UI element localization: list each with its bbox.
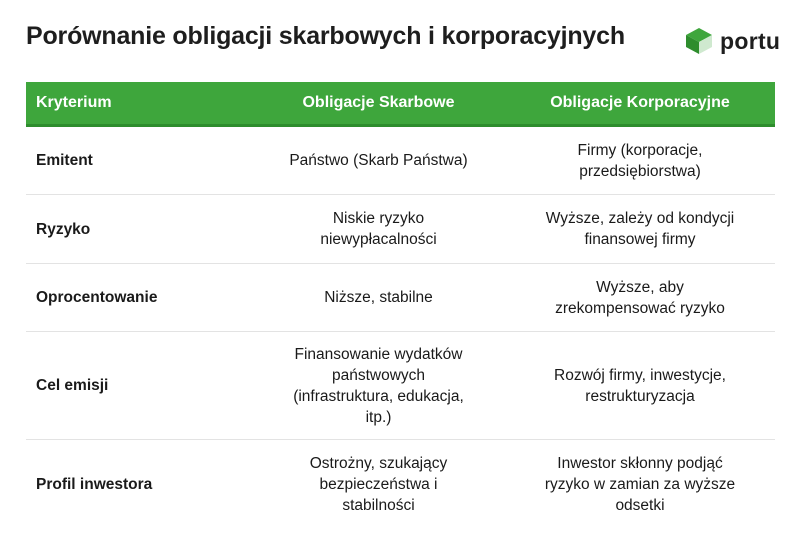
row-corporate-value: Rozwój firmy, inwestycje, restrukturyzacja [505, 332, 775, 440]
row-corporate-value: Firmy (korporacje, przedsiębiorstwa) [505, 126, 775, 195]
row-criterion: Cel emisji [26, 332, 252, 440]
row-treasury-value: Niskie ryzyko niewypłacalności [252, 195, 505, 264]
table-row [26, 332, 775, 440]
row-treasury-value: Państwo (Skarb Państwa) [252, 126, 505, 195]
row-corporate-value: Inwestor skłonny podjąć ryzyko w zamian za wyższe odsetki [544, 455, 736, 514]
portu-cube-icon [684, 26, 714, 56]
row-treasury-value: Finansowanie wydatków państwowych (infrastruktura, edukacja, itp.) [252, 332, 505, 440]
table-header-row [26, 82, 775, 126]
comparison-table [26, 82, 775, 529]
logo-text: portu [720, 27, 781, 54]
row-criterion: Emitent [26, 126, 252, 195]
row-treasury-value: Ostrożny, szukający bezpieczeństwa i stabilności [309, 455, 448, 514]
table-row [26, 440, 775, 530]
header-corporate-bonds: Obligacje Korporacyjne [505, 82, 775, 126]
row-treasury-value: Niższe, stabilne [252, 264, 505, 332]
page-title: Porównanie obligacji skarbowych i korporacyjnych [26, 22, 625, 50]
header-treasury-bonds: Obligacje Skarbowe [252, 82, 505, 126]
header-criterion: Kryterium [26, 82, 252, 126]
portu-logo[interactable] [684, 26, 780, 56]
row-criterion: Oprocentowanie [26, 264, 252, 332]
table-row [26, 264, 775, 332]
row-corporate-value: Wyższe, aby zrekompensować ryzyko [505, 264, 775, 332]
table-row [26, 195, 775, 264]
row-corporate-value: Wyższe, zależy od kondycji finansowej firmy [505, 195, 775, 264]
row-criterion: Profil inwestora [36, 476, 153, 493]
row-criterion: Ryzyko [26, 195, 252, 264]
table-row [26, 126, 775, 195]
